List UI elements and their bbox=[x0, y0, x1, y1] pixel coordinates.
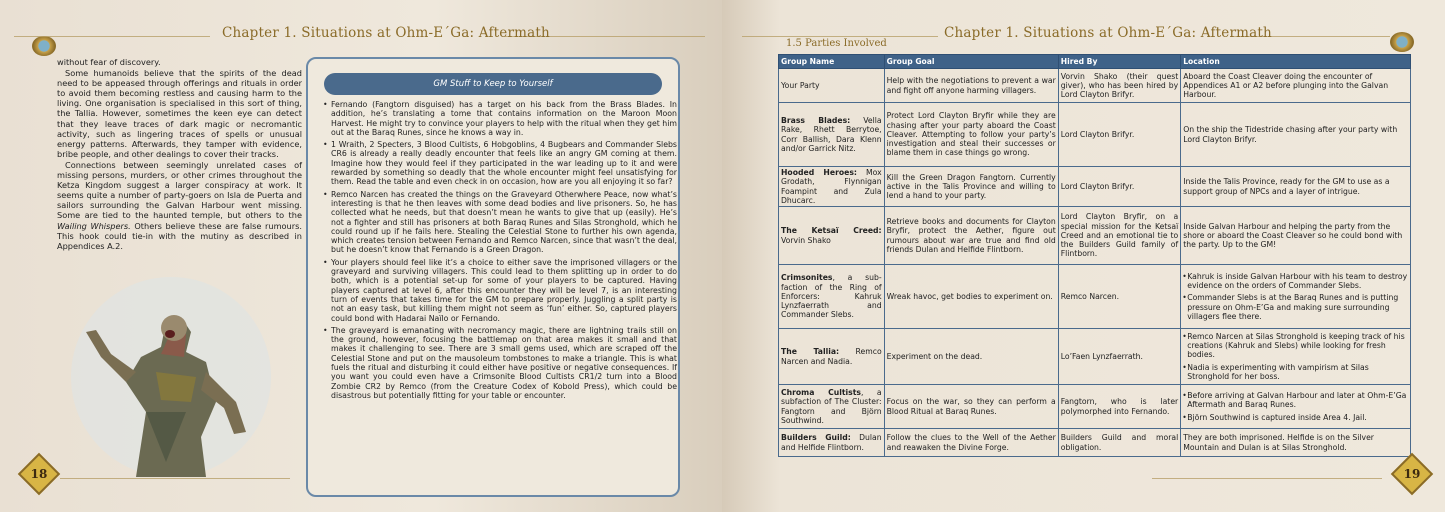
group-goal-cell: Experiment on the dead. bbox=[884, 329, 1058, 385]
location-cell bbox=[1181, 329, 1411, 385]
group-name-cell: The Ketsaï Creed: Vorvin Shako bbox=[779, 207, 885, 265]
group-goal-cell: Protect Lord Clayton Bryfir while they are chasing after your party aboard the Coast Cleaver. Attempting to follow your party’s investigation and steal their successes or blame them in case things go wrong. bbox=[884, 103, 1058, 167]
table-row bbox=[779, 385, 1411, 429]
table-row bbox=[779, 103, 1411, 167]
table-row bbox=[779, 207, 1411, 265]
group-name-cell: Crimsonites, a sub-faction of the Ring of Enforcers: Kahruk Lynzfaerrath and Commander Slebs. bbox=[779, 265, 885, 329]
table-row bbox=[779, 329, 1411, 385]
location-cell bbox=[1181, 385, 1411, 429]
column-header: Location bbox=[1181, 55, 1411, 69]
group-name-cell: Chroma Cultists, a subfaction of The Cluster: Fangtorn and Björn Southwind. bbox=[779, 385, 885, 429]
column-header: Hired By bbox=[1058, 55, 1180, 69]
group-goal-cell: Help with the negotiations to prevent a war and fight off anyone harming villagers. bbox=[884, 69, 1058, 103]
location-cell: Inside Galvan Harbour and helping the party from the shore or aboard the Coast Cleaver so he could bond with the party. Up to the GM! bbox=[1181, 207, 1411, 265]
gm-list bbox=[322, 100, 677, 403]
table-row bbox=[779, 265, 1411, 329]
table-row bbox=[779, 167, 1411, 207]
hired-by-cell: Lord Clayton Brifyr. bbox=[1058, 167, 1180, 207]
footer-ornament bbox=[60, 478, 290, 489]
group-name-cell: Brass Blades: Vella Rake, Rhett Berrytoe, Corr Ballish, Dara Klenn and/or Garrick Nitz. bbox=[779, 103, 885, 167]
gm-list-item: • The graveyard is emanating with necromancy magic, there are lightning trails still on the ground, however, focusing the battlemap on that area makes it small and that makes it challenging to see. There are 3 small gems used, which are scraped off the Celestial Stone and put on the mausoleum tombstones to make a triangle. This is what fuels the ritual and disturbing it could either have positive or negative consequences. If you want you could even have a Crimsonite Blood Cultists CR1/2 turn into a Blood Zombie CR2 by Remco (from the Creature Codex of Kobold Press), which could be disastrous but potentially fitting for your table or encounter. bbox=[331, 326, 677, 400]
group-goal-cell: Wreak havoc, get bodies to experiment on. bbox=[884, 265, 1058, 329]
table-row bbox=[779, 429, 1411, 457]
location-cell: Aboard the Coast Cleaver doing the encounter of Appendices A1 or A2 before plunging into the Galvan Harbour. bbox=[1181, 69, 1411, 103]
gm-list-item: • 1 Wraith, 2 Specters, 3 Blood Cultists, 6 Hobgoblins, 4 Bugbears and Commander Slebs CR6 is already a really deadly encounter that feels like an angry GM coming at them. Imagine how they would feel if they participated in the war leading up to it and were rewarded by something so deadly that the whole encounter might feel unsatisfying for them. Read the table and even check in on occasion, how are you all enjoying it so far? bbox=[331, 140, 677, 186]
group-name-cell: Your Party bbox=[779, 69, 885, 103]
paragraph: Connections between seemingly unrelated cases of missing persons, murders, or other crimes throughout the Ketza Kingdom suggest a larger conspiracy at work. It seems quite a number of party-goers on Isla de Puerta and sailors surrounding the Galvan Harbour went missing. Some are tied to the haunted temple, but others to the Wailing Whispers. Others believe these are false rumours. This hook could tie-in with the mutiny as described in Appendices A.2. bbox=[57, 159, 302, 251]
header-ornament bbox=[14, 36, 210, 47]
paragraph: Some humanoids believe that the spirits of the dead need to be appeased through offerings and rituals in order to avoid them becoming restless and causing harm to the living. One organisation is specialised in this sort of thing, the Tallia. However, sometimes the keen eye can detect that they leave traces of dark magic or necromantic activity, such as lingering traces of spells or unusual energy patterns. Afterwards, they tamper with evidence, bribe people, and other dealings to cover their tracks. bbox=[57, 68, 302, 159]
group-name-cell: Hooded Heroes: Mox Grodath, Flynnigan Foampint and Zula Dhucarc. bbox=[779, 167, 885, 207]
page-number-badge: 18 bbox=[18, 453, 60, 495]
location-bullet: • Before arriving at Galvan Harbour and later at Ohm-E’Ga Aftermath and Baraq Runes. bbox=[1183, 391, 1408, 409]
location-cell bbox=[1181, 265, 1411, 329]
table-row bbox=[779, 69, 1411, 103]
location-bullet: • Kahruk is inside Galvan Harbour with his team to destroy evidence on the orders of Commander Slebs. bbox=[1183, 272, 1408, 290]
left-page bbox=[0, 0, 722, 512]
chapter-emblem-icon bbox=[1390, 32, 1414, 52]
location-cell: They are both imprisoned. Helfide is on the Silver Mountain and Dulan is at Silas Stronghold. bbox=[1181, 429, 1411, 457]
group-goal-cell: Follow the clues to the Well of the Aether and reawaken the Divine Forge. bbox=[884, 429, 1058, 457]
location-bullet: • Nadia is experimenting with vampirism at Silas Stronghold for her boss. bbox=[1183, 363, 1408, 381]
hired-by-cell: Lo’Faen Lynzfaerrath. bbox=[1058, 329, 1180, 385]
italic-title: Wailing Whispers. bbox=[57, 220, 131, 231]
location-bullet: • Commander Slebs is at the Baraq Runes and is putting pressure on Ohm-E’Ga and making sure surrounding villagers flee there. bbox=[1183, 293, 1408, 321]
gm-sidebar-box bbox=[306, 57, 680, 497]
gm-box-title: GM Stuff to Keep to Yourself bbox=[324, 73, 662, 95]
gm-list-item: • Remco Narcen has created the things on the Graveyard Otherwhere Peace, now what’s interesting is that he then leaves with some dead bodies and live prisoners. So, he has collected what he needs, but that doesn’t mean he wants to give that up (easily). He’s not a fighter and still has prisoners at both Baraq Runes and Silas Stronghold, which he could round up if he fails here. Stealing the Celestial Stone to further his own agenda, which creates tension between Fernando and Remco Narcen, since that wasn’t the deal, but he doesn’t know that Fernando is a Green Dragon. bbox=[331, 190, 677, 255]
hired-by-cell: Lord Clayton Bryfir, on a special mission for the Ketsaï Creed and an emotional tie to the Builders Guild family of Flintborn. bbox=[1058, 207, 1180, 265]
parties-table bbox=[778, 54, 1411, 457]
group-goal-cell: Focus on the war, so they can perform a Blood Ritual at Baraq Runes. bbox=[884, 385, 1058, 429]
gm-list-item: • Your players should feel like it’s a choice to either save the imprisoned villagers or the graveyard and surviving villagers. This could lead to them splitting up in order to do both, which is a potential set-up for some of your players to be captured. Having players captured at level 6, after this encounter they will be level 7, is an interesting turn of events that takes time for the GM to prepare properly. Juggling a split party is not an easy task, but killing them might not seem as ‘fun’ either. So, captured players could bond with Hadarai Naïlo or Fernando. bbox=[331, 258, 677, 323]
hired-by-cell: Vorvin Shako (their quest giver), who has been hired by Lord Clayton Brifyr. bbox=[1058, 69, 1180, 103]
group-name-cell: Builders Guild: Dulan and Helfide Flintborn. bbox=[779, 429, 885, 457]
group-name-cell: The Tallia: Remco Narcen and Nadia. bbox=[779, 329, 885, 385]
footer-ornament bbox=[1152, 478, 1382, 489]
paragraph: without fear of discovery. bbox=[57, 57, 161, 67]
location-bullet: • Björn Southwind is captured inside Area 4. Jail. bbox=[1183, 413, 1408, 422]
group-goal-cell: Retrieve books and documents for Clayton Bryfir, protect the Aether, figure out rumours about war are true and find old friends Dulan and Helfide Flintborn. bbox=[884, 207, 1058, 265]
chapter-title: Chapter 1. Situations at Ohm-E´Ga: Aftermath bbox=[944, 25, 1272, 41]
hired-by-cell: Lord Clayton Brifyr. bbox=[1058, 103, 1180, 167]
page-number-badge: 19 bbox=[1391, 453, 1433, 495]
group-goal-cell: Kill the Green Dragon Fangtorn. Currently active in the Talis Province and willing to lend a hand to your party. bbox=[884, 167, 1058, 207]
column-header: Group Goal bbox=[884, 55, 1058, 69]
hired-by-cell: Builders Guild and moral obligation. bbox=[1058, 429, 1180, 457]
chapter-title: Chapter 1. Situations at Ohm-E´Ga: Aftermath bbox=[222, 25, 550, 41]
hired-by-cell: Fangtorn, who is later polymorphed into Fernando. bbox=[1058, 385, 1180, 429]
location-cell: On the ship the Tidestride chasing after your party with Lord Clayton Brifyr. bbox=[1181, 103, 1411, 167]
location-cell: Inside the Talis Province, ready for the GM to use as a support group of NPCs and a layer of intrigue. bbox=[1181, 167, 1411, 207]
hired-by-cell: Remco Narcen. bbox=[1058, 265, 1180, 329]
zombie-illustration bbox=[66, 262, 276, 482]
body-column bbox=[57, 57, 302, 251]
gm-list-item: • Fernando (Fangtorn disguised) has a target on his back from the Brass Blades. In addition, he’s translating a tome that contains information on the Maroon Moon Harvest. He might try to convince your players to help with the ritual when they get him out at the Baraq Runes, since he knows a way in. bbox=[331, 100, 677, 137]
right-page bbox=[722, 0, 1445, 512]
table-header-row bbox=[779, 55, 1411, 69]
section-title: 1.5 Parties Involved bbox=[786, 38, 887, 49]
location-bullet: • Remco Narcen at Silas Stronghold is keeping track of his creations (Kahruk and Slebs) while looking for fresh bodies. bbox=[1183, 332, 1408, 360]
column-header: Group Name bbox=[779, 55, 885, 69]
